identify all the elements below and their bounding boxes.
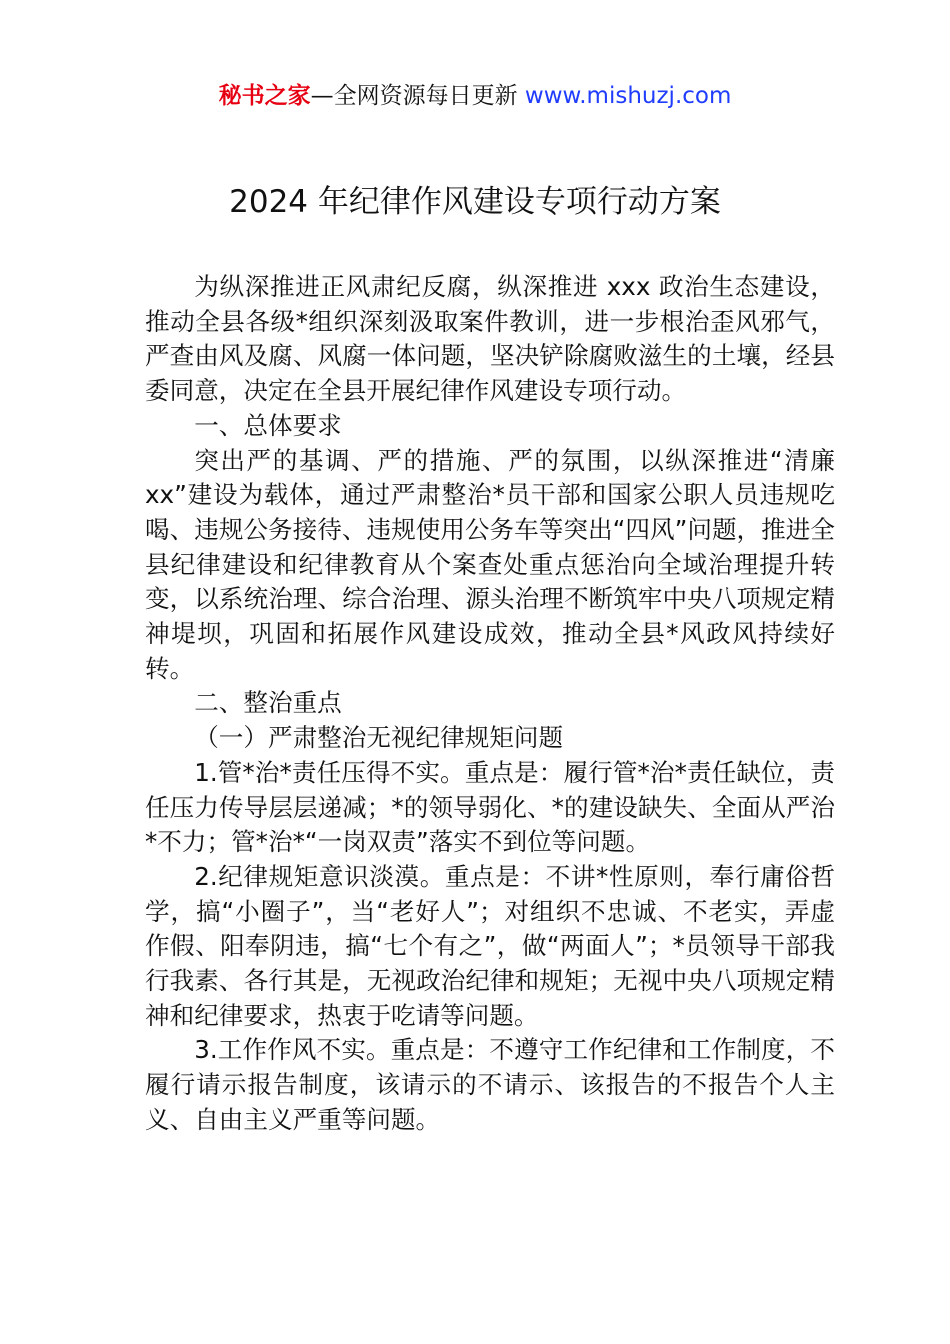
intro-paragraph: 为纵深推进正风肃纪反腐，纵深推进 xxx 政治生态建设，推动全县各级*组织深刻汲取案件教训，进一步根治歪风邪气，严查由风及腐、风腐一体问题，坚决铲除腐败滋生的土壤，经县委同意，决定在全县开展纪律作风建设专项行动。 (145, 272, 835, 406)
subsection-heading-1: （一）严肃整治无视纪律规矩问题 (194, 723, 564, 753)
document-body (145, 270, 835, 1138)
section-heading-1: 一、总体要求 (194, 410, 342, 440)
document-title: 2024 年纪律作风建设专项行动方案 (229, 184, 721, 220)
header-tagline: —全网资源每日更新 (310, 83, 525, 109)
brand-name: 秘书之家 (218, 83, 311, 109)
paragraph-general-requirements: 突出严的基调、严的措施、严的氛围，以纵深推进“清廉 xx”建设为载体，通过严肃整治*员干部和国家公职人员违规吃喝、违规公务接待、违规使用公务车等突出“四风”问题，推进全县纪律建设和纪律教育从个案查处重点惩治向全域治理提升转变，以系统治理、综合治理、源头治理不断筑牢中央八项规定精神堤坝，巩固和拓展作风建设成效，推动全县*风政风持续好转。 (145, 445, 835, 683)
section-heading-2: 二、整治重点 (194, 688, 342, 718)
item-1-paragraph: 1.管*治*责任压得不实。重点是：履行管*治*责任缺位，责任压力传导层层递减；*的领导弱化、*的建设缺失、全面从严治*不力；管*治*“一岗双责”落实不到位等问题。 (145, 757, 835, 857)
item-3-paragraph: 3.工作作风不实。重点是：不遵守工作纪律和工作制度，不履行请示报告制度，该请示的不请示、该报告的不报告个人主义、自由主义严重等问题。 (145, 1035, 835, 1134)
site-header (0, 80, 950, 112)
site-url[interactable]: www.mishuzj.com (524, 83, 732, 109)
item-2-paragraph: 2.纪律规矩意识淡漠。重点是：不讲*性原则，奉行庸俗哲学，搞“小圈子”，当“老好人”；对组织不忠诚、不老实，弄虚作假、阳奉阴违，搞“七个有之”，做“两面人”；*员领导干部我行我素、各行其是，无视政治纪律和规矩；无视中央八项规定精神和纪律要求，热衷于吃请等问题。 (145, 861, 835, 1030)
